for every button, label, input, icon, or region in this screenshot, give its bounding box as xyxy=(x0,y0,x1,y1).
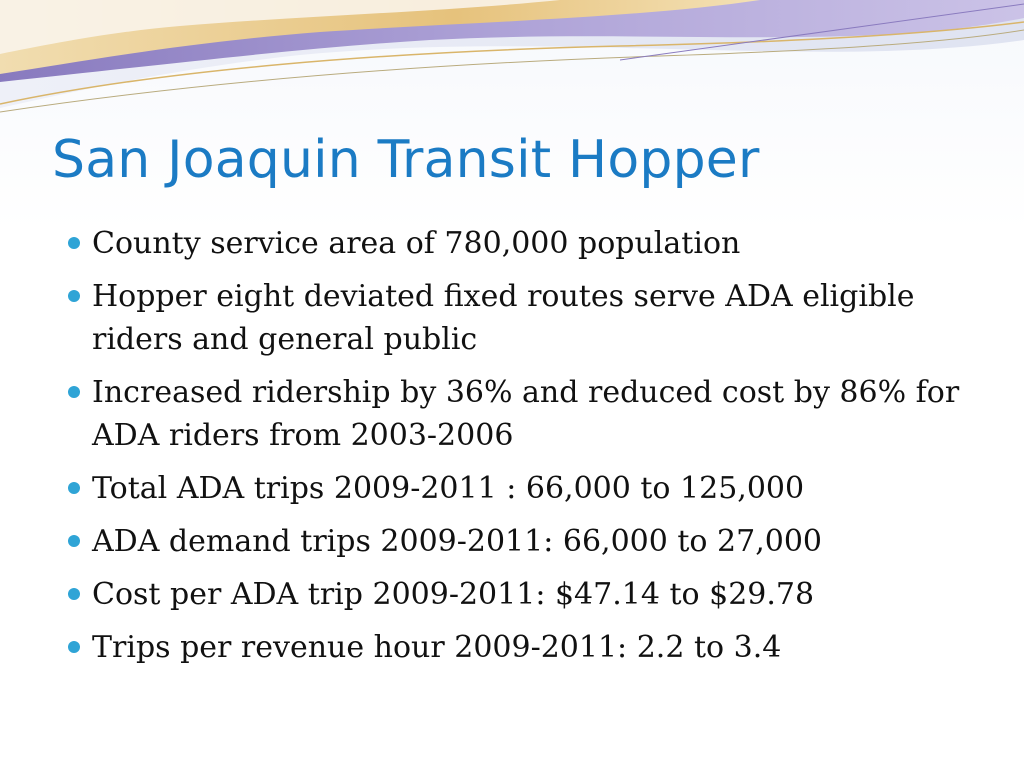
bullet-dot-icon xyxy=(68,386,80,398)
bullet-text: Increased ridership by 36% and reduced cost by 86% for ADA riders from 2003-2006 xyxy=(92,375,960,453)
bullet-dot-icon xyxy=(68,290,80,302)
bullet-item-service-area xyxy=(62,222,962,265)
bullet-text: Total ADA trips 2009-2011 : 66,000 to 125,000 xyxy=(92,471,805,506)
bullet-item-cost-per-trip xyxy=(62,573,962,616)
bullet-dot-icon xyxy=(68,641,80,653)
bullet-item-routes xyxy=(62,275,962,361)
bullet-text: Hopper eight deviated fixed routes serve ADA eligible riders and general public xyxy=(92,279,915,357)
bullet-item-ada-demand-trips xyxy=(62,520,962,563)
bullet-text: County service area of 780,000 population xyxy=(92,226,741,261)
bullet-text: ADA demand trips 2009-2011: 66,000 to 27,000 xyxy=(92,524,823,559)
bullet-text: Trips per revenue hour 2009-2011: 2.2 to 3.4 xyxy=(92,630,782,665)
bullet-dot-icon xyxy=(68,237,80,249)
bullet-item-total-ada-trips xyxy=(62,467,962,510)
bullet-text: Cost per ADA trip 2009-2011: $47.14 to $29.78 xyxy=(92,577,815,612)
bullet-dot-icon xyxy=(68,588,80,600)
header-swoosh-decoration xyxy=(0,0,1024,130)
bullet-dot-icon xyxy=(68,535,80,547)
bullet-dot-icon xyxy=(68,482,80,494)
bullet-list xyxy=(62,222,962,679)
bullet-item-ridership xyxy=(62,371,962,457)
bullet-item-trips-per-hour xyxy=(62,626,962,669)
slide-title: San Joaquin Transit Hopper xyxy=(52,130,760,190)
